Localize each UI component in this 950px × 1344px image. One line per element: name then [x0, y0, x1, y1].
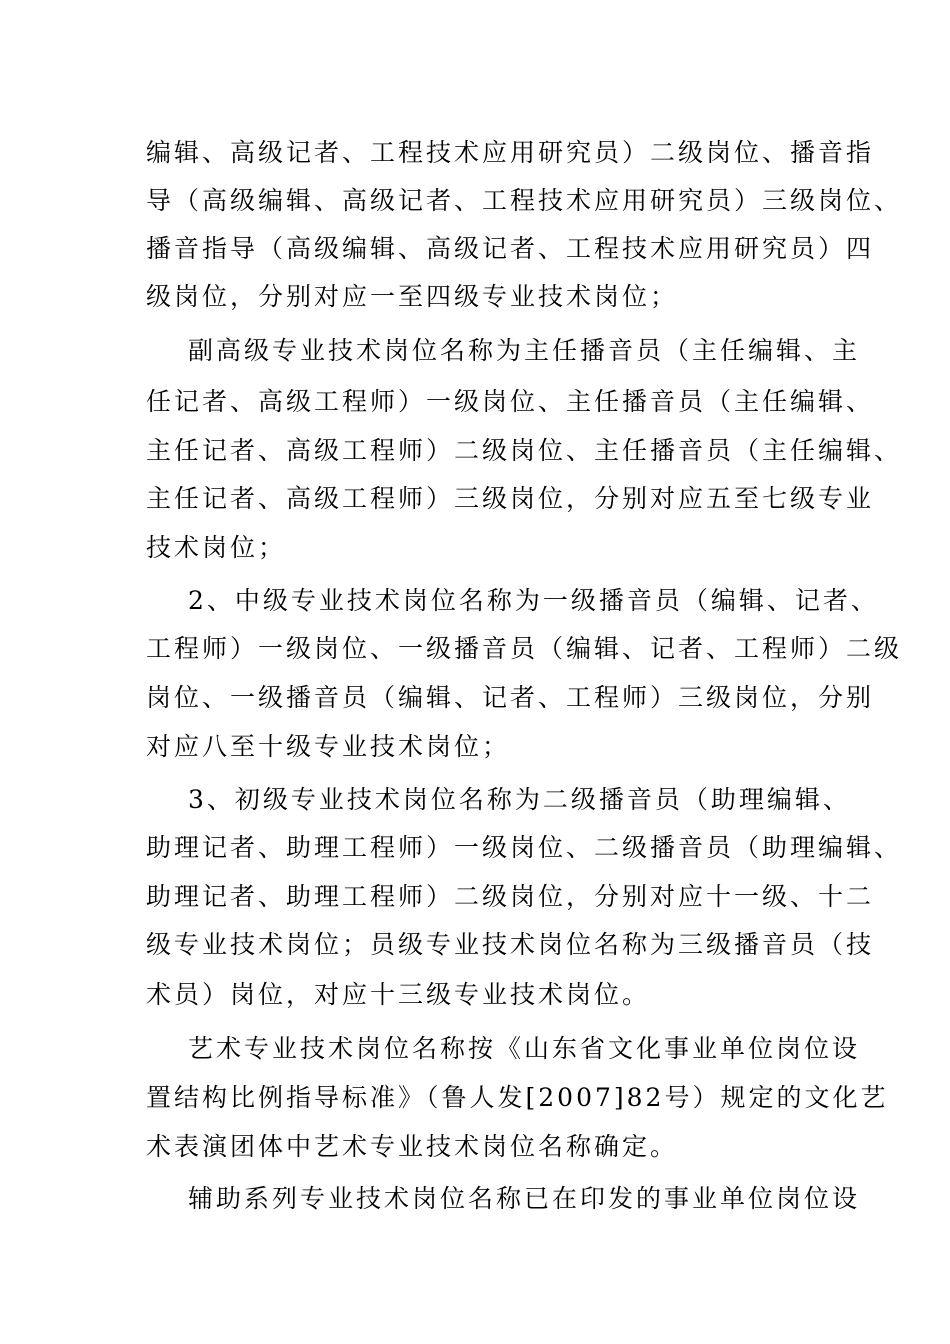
text-line: 对应八至十级专业技术岗位；: [146, 732, 511, 761]
text-line: 术员）岗位，对应十三级专业技术岗位。: [146, 980, 651, 1009]
text-line: 辅助系列专业技术岗位名称已在印发的事业单位岗位设: [188, 1184, 861, 1213]
text-line: 任记者、高级工程师）一级岗位、主任播音员（主任编辑、: [146, 387, 875, 416]
text-line: 术表演团体中艺术专业技术岗位名称确定。: [146, 1132, 679, 1161]
text-line: 置结构比例指导标准》（鲁人发[2007]82号）规定的文化艺: [146, 1083, 889, 1112]
text-line: 主任记者、高级工程师）二级岗位、主任播音员（主任编辑、: [146, 436, 903, 465]
text-line: 级岗位，分别对应一至四级专业技术岗位；: [146, 282, 679, 311]
text-line: 工程师）一级岗位、一级播音员（编辑、记者、工程师）二级: [146, 634, 903, 663]
text-line: 导（高级编辑、高级记者、工程技术应用研究员）三级岗位、: [146, 186, 903, 215]
text-line: 主任记者、高级工程师）三级岗位，分别对应五至七级专业: [146, 484, 875, 513]
text-line: 3、初级专业技术岗位名称为二级播音员（助理编辑、: [188, 785, 851, 814]
text-line: 级专业技术岗位；员级专业技术岗位名称为三级播音员（技: [146, 930, 875, 959]
text-line: 播音指导（高级编辑、高级记者、工程技术应用研究员）四: [146, 234, 875, 263]
text-line: 2、中级专业技术岗位名称为一级播音员（编辑、记者、: [188, 586, 879, 615]
text-line: 艺术专业技术岗位名称按《山东省文化事业单位岗位设: [188, 1034, 861, 1063]
text-line: 助理记者、助理工程师）一级岗位、二级播音员（助理编辑、: [146, 833, 903, 862]
text-line: 岗位、一级播音员（编辑、记者、工程师）三级岗位，分别: [146, 683, 875, 712]
text-line: 副高级专业技术岗位名称为主任播音员（主任编辑、主: [188, 336, 861, 365]
text-line: 技术岗位；: [146, 533, 287, 562]
text-line: 编辑、高级记者、工程技术应用研究员）二级岗位、播音指: [146, 138, 875, 167]
text-line: 助理记者、助理工程师）二级岗位，分别对应十一级、十二: [146, 882, 875, 911]
